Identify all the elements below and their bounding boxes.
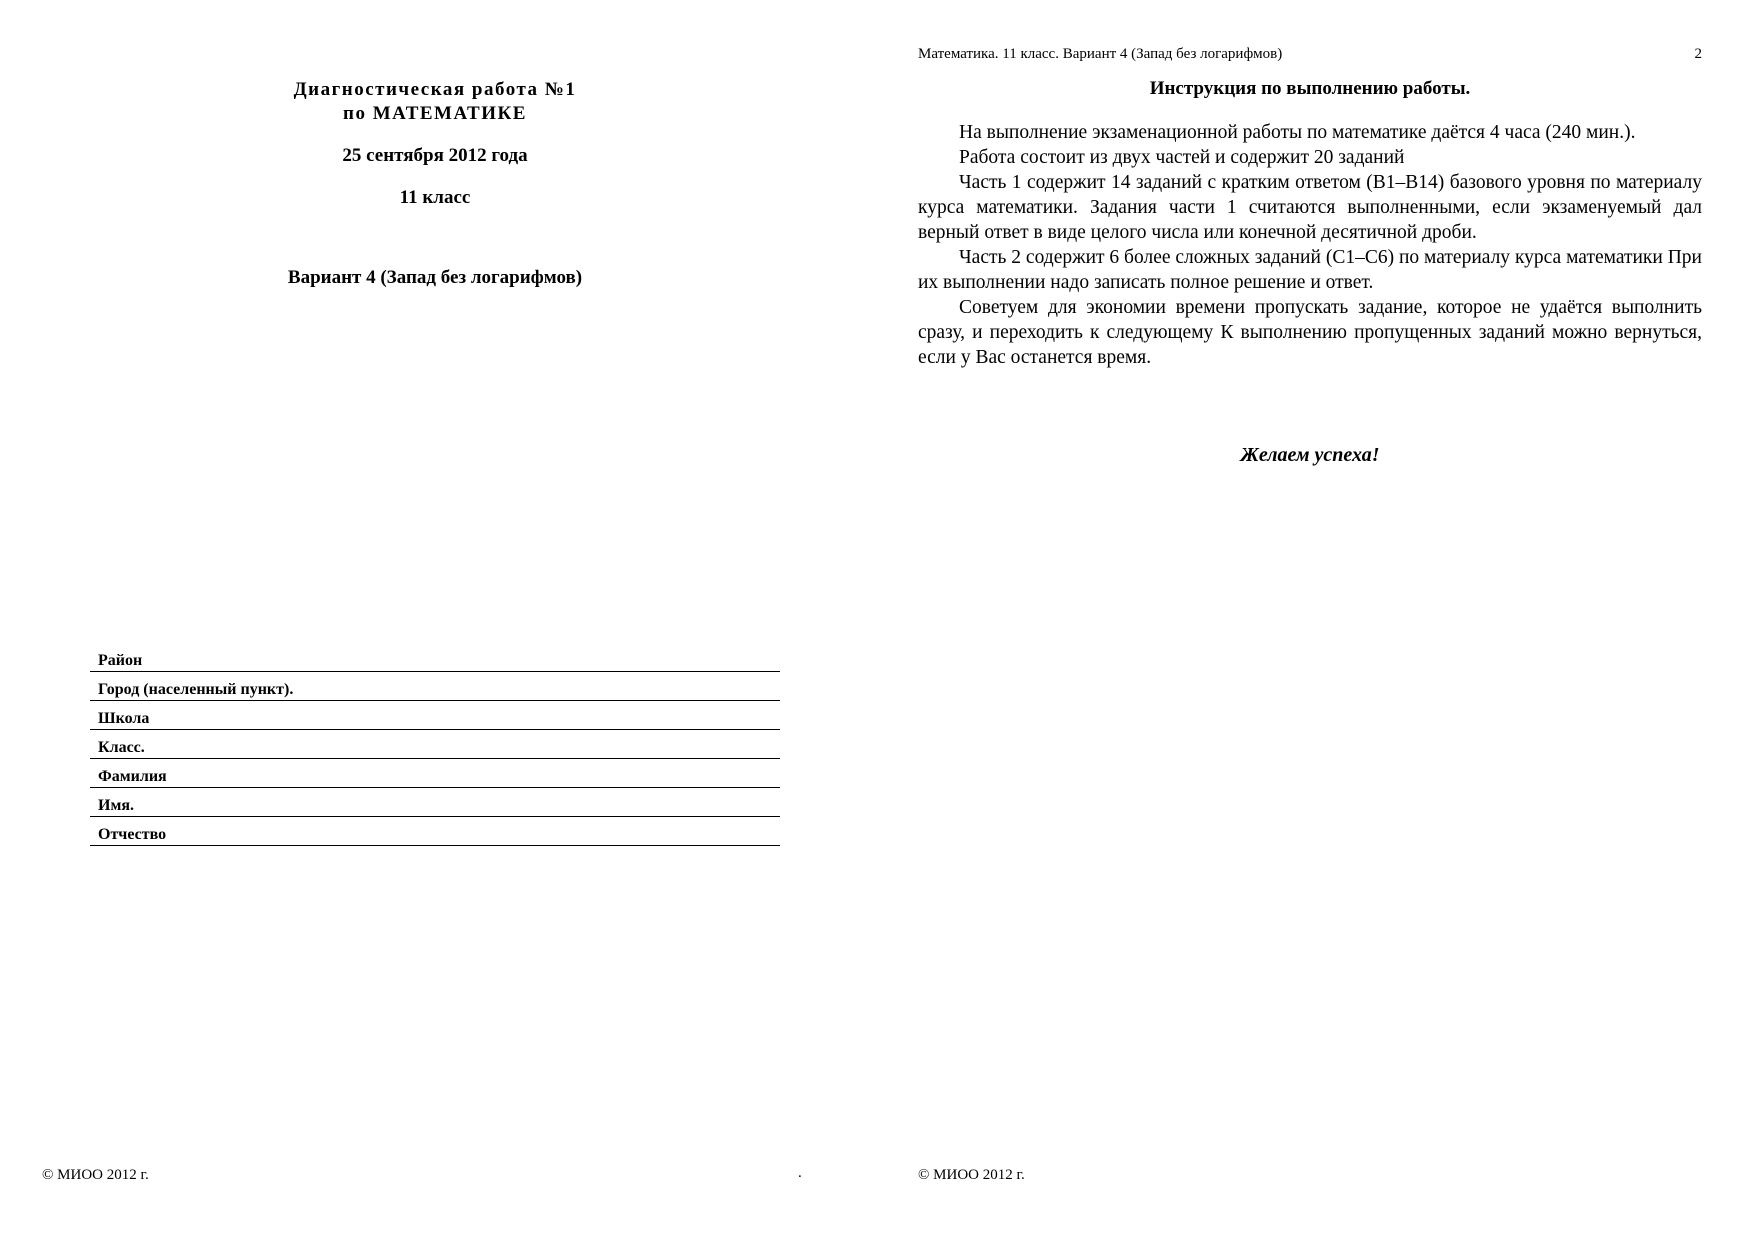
- field-surname-label: Фамилия: [98, 768, 167, 785]
- copyright-footer-left: © МИОО 2012 г.: [42, 1167, 149, 1183]
- field-school[interactable]: [90, 701, 780, 730]
- field-patronymic[interactable]: [90, 817, 780, 846]
- good-luck-wish: Желаем успеха!: [1240, 444, 1380, 466]
- copyright-footer-right: © МИОО 2012 г.: [918, 1167, 1025, 1183]
- instruction-title: Инструкция по выполнению работы.: [1149, 78, 1471, 99]
- variant-label: Вариант 4 (Запад без логарифмов): [287, 267, 583, 288]
- field-city-label: Город (населенный пункт).: [98, 681, 294, 698]
- student-info-form: [90, 643, 780, 846]
- instruction-paragraph: Часть 1 содержит 14 заданий с кратким ответом (В1–В14) базового уровня по материалу курса математики. Задания части 1 считаются выполненными, если экзаменуемый дал верный ответ в виде целого числа или конечной десятичной дроби.: [918, 172, 1702, 243]
- field-surname[interactable]: [90, 759, 780, 788]
- page-number: 2: [1694, 46, 1702, 62]
- instructions-page: [877, 0, 1754, 1239]
- running-header: Математика. 11 класс. Вариант 4 (Запад без логарифмов): [918, 46, 1283, 62]
- instruction-paragraph: Советуем для экономии времени пропускать задание, которое не удаётся выполнить сразу, и переходить к следующему К выполнению пропущенных заданий можно вернуться, если у Вас останется время.: [918, 297, 1702, 368]
- instruction-paragraph: Часть 2 содержит 6 более сложных заданий (С1–С6) по материалу курса математики При их выполнении надо записать полное решение и ответ.: [918, 247, 1702, 293]
- grade-label: 11 класс: [399, 187, 471, 208]
- field-class-label: Класс.: [98, 739, 145, 756]
- footer-mark: .: [798, 1165, 802, 1181]
- field-name-label: Имя.: [98, 797, 134, 814]
- document-subject: по МАТЕМАТИКЕ: [343, 103, 527, 124]
- exam-date: 25 сентября 2012 года: [342, 145, 528, 166]
- field-district[interactable]: [90, 643, 780, 672]
- field-school-label: Школа: [98, 710, 150, 727]
- field-city[interactable]: [90, 672, 780, 701]
- instruction-paragraph: На выполнение экзаменационной работы по математике даётся 4 часа (240 мин.).: [959, 122, 1636, 143]
- field-class[interactable]: [90, 730, 780, 759]
- instruction-paragraph: Работа состоит из двух частей и содержит 20 заданий: [959, 147, 1405, 168]
- instruction-body: [918, 120, 1702, 370]
- field-district-label: Район: [98, 652, 143, 669]
- document-title: Диагностическая работа №1: [293, 79, 577, 100]
- field-name[interactable]: [90, 788, 780, 817]
- title-block: [90, 78, 780, 290]
- field-patronymic-label: Отчество: [98, 826, 167, 843]
